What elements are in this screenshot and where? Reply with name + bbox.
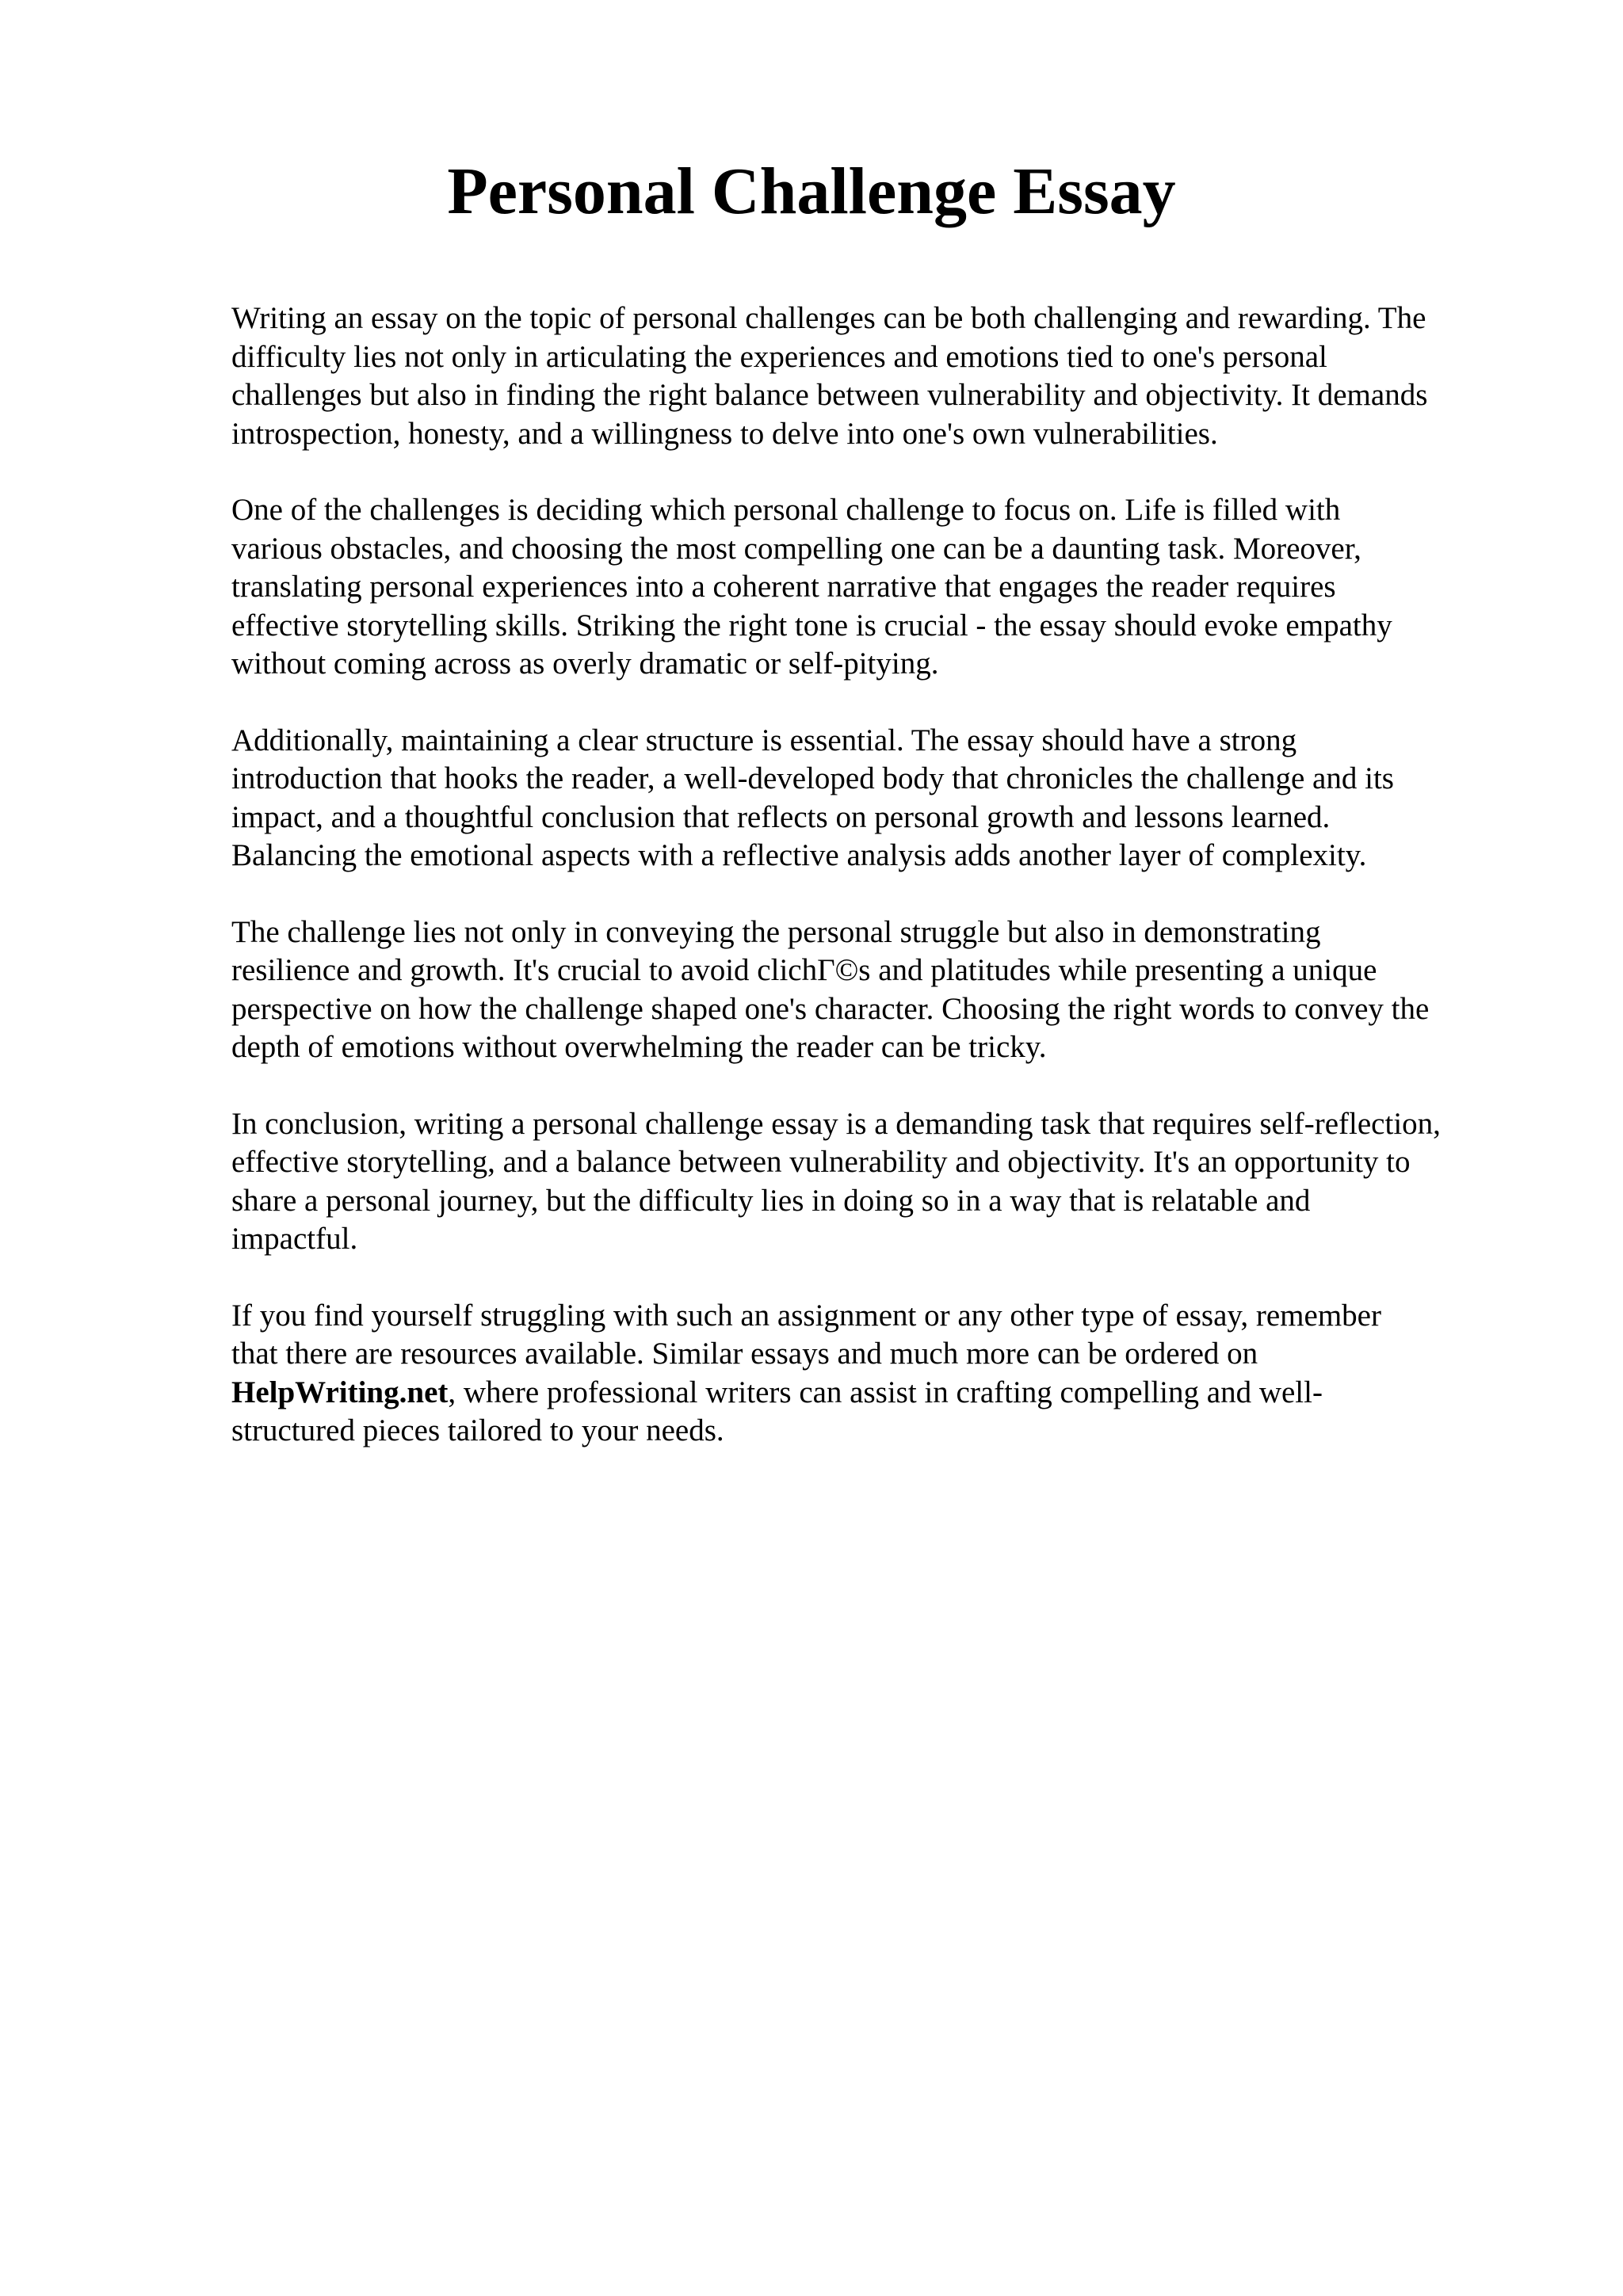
- text-line-with-brand: [231, 1374, 1547, 1413]
- paragraph-4: [231, 913, 1547, 1067]
- text-line: structured pieces tailored to your needs.: [231, 1413, 724, 1447]
- text-line: introspection, honesty, and a willingness to delve into one's own vulnerabilities.: [231, 416, 1218, 451]
- text-line: Balancing the emotional aspects with a reflective analysis adds another layer of complexity.: [231, 838, 1367, 872]
- text-line: Additionally, maintaining a clear structure is essential. The essay should have a strong: [231, 723, 1297, 757]
- text-line: impactful.: [231, 1222, 358, 1256]
- page-title: Personal Challenge Essay: [447, 154, 1176, 228]
- paragraph-3: [231, 722, 1547, 875]
- text-line: Writing an essay on the topic of personal challenges can be both challenging and rewarding. The: [231, 301, 1426, 335]
- text-line: challenges but also in finding the right balance between vulnerability and objectivity. It demands: [231, 378, 1428, 412]
- text-line: that there are resources available. Similar essays and much more can be ordered on: [231, 1337, 1258, 1371]
- text-line: If you find yourself struggling with such an assignment or any other type of essay, remember: [231, 1298, 1381, 1333]
- text-line: The challenge lies not only in conveying the personal struggle but also in demonstrating: [231, 914, 1321, 949]
- text-line: depth of emotions without overwhelming the reader can be tricky.: [231, 1030, 1047, 1064]
- text-line: translating personal experiences into a coherent narrative that engages the reader requires: [231, 570, 1336, 604]
- paragraph-5: [231, 1105, 1547, 1259]
- text-line: share a personal journey, but the difficulty lies in doing so in a way that is relatable and: [231, 1183, 1311, 1218]
- text-line: difficulty lies not only in articulating the experiences and emotions tied to one's personal: [231, 339, 1327, 374]
- text-line: introduction that hooks the reader, a well-developed body that chronicles the challenge and its: [231, 761, 1394, 795]
- text-line: various obstacles, and choosing the most compelling one can be a daunting task. Moreover,: [231, 531, 1361, 566]
- paragraph-6: [231, 1297, 1547, 1451]
- helpwriting-link[interactable]: HelpWriting.net: [231, 1375, 449, 1409]
- paragraph-1: [231, 299, 1547, 453]
- text-line: resilience and growth. It's crucial to avoid clichΓ©s and platitudes while presenting a unique: [231, 953, 1377, 987]
- paragraph-2: [231, 491, 1547, 684]
- text-line: perspective on how the challenge shaped one's character. Choosing the right words to convey the: [231, 991, 1430, 1026]
- text-line: effective storytelling, and a balance between vulnerability and objectivity. It's an opportunity to: [231, 1145, 1411, 1179]
- text-line: without coming across as overly dramatic or self-pitying.: [231, 646, 939, 681]
- text-line: effective storytelling skills. Striking the right tone is crucial - the essay should evoke empathy: [231, 608, 1392, 643]
- text-fragment: , where professional writers can assist in crafting compelling and well-: [448, 1375, 1323, 1409]
- text-line: One of the challenges is deciding which personal challenge to focus on. Life is filled with: [231, 493, 1341, 527]
- text-line: In conclusion, writing a personal challenge essay is a demanding task that requires self-reflection,: [231, 1106, 1441, 1141]
- essay-body: [231, 299, 1547, 1489]
- text-line: impact, and a thoughtful conclusion that reflects on personal growth and lessons learned.: [231, 799, 1331, 834]
